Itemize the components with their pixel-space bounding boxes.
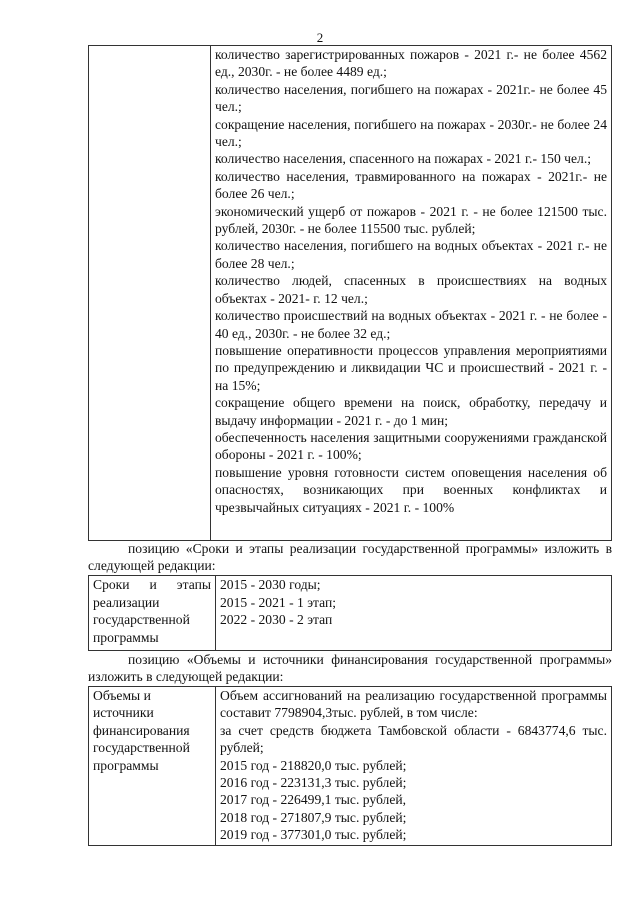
indicator-item: количество происшествий на водных объектах - 2021 г. - не более - 40 ед., 2030г. - не более 32 ед.; [215, 308, 607, 341]
terms-values-cell [216, 576, 612, 651]
indicator-item: сокращение населения, погибшего на пожарах - 2030г.- не более 24 чел.; [215, 116, 607, 150]
indicator-item: повышение оперативности процессов управления мероприятиями по предупреждению и ликвидации ЧС и происшествий - 2021 г. - на 15%; [215, 342, 607, 393]
funding-table [88, 686, 612, 846]
terms-table [88, 575, 612, 651]
terms-line: 2015 - 2021 - 1 этап; [220, 594, 337, 610]
indicator-item: количество зарегистрированных пожаров - 2021 г.- не более 4562 ед., 2030г. - не более 4489 ед.; [215, 47, 607, 80]
terms-line: 2022 - 2030 - 2 этап [220, 612, 333, 628]
page-number: 2 [316, 30, 324, 45]
funding-year: 2018 год - 271807,9 тыс. рублей; [220, 809, 407, 825]
indicator-item: количество населения, травмированного на пожарах - 2021г.- не более 26 чел.; [215, 168, 607, 202]
funding-values-cell [216, 687, 612, 846]
funding-year: 2017 год - 226499,1 тыс. рублей, [220, 792, 407, 808]
funding-total: Объем ассигнований на реализацию государственной программы составит 7798904,3тыс. рублей, в том числе: [220, 688, 607, 721]
funding-year: 2019 год - 377301,0 тыс. рублей; [220, 827, 407, 843]
intro-terms-paragraph: позицию «Сроки и этапы реализации государственной программы» изложить в следующей редакции: [88, 541, 612, 573]
intro-funding-paragraph: позицию «Объемы и источники финансирования государственной программы» изложить в следующей редакции: [88, 652, 612, 684]
targets-table [88, 45, 612, 541]
indicator-item: сокращение общего времени на поиск, обработку, передачу и выдачу информации - 2021 г. - до 1 мин; [215, 395, 607, 428]
targets-indicators-cell [211, 46, 612, 541]
indicator-item: повышение уровня готовности систем оповещения населения об опасностях, возникающих при военных конфликтах и чрезвычайных ситуациях - 2021 г. - 100% [215, 464, 607, 515]
targets-label-cell [89, 46, 211, 541]
indicator-item: количество населения, спасенного на пожарах - 2021 г.- 150 чел.; [215, 151, 591, 167]
indicator-item: количество населения, погибшего на пожарах - 2021г.- не более 45 чел.; [215, 81, 607, 115]
indicator-item: количество населения, погибшего на водных объектах - 2021 г.- не более 28 чел.; [215, 238, 607, 271]
indicator-item: экономический ущерб от пожаров - 2021 г. - не более 121500 тыс. рублей, 2030г. - не более 115500 тыс. рублей; [215, 203, 607, 237]
funding-year: 2015 год - 218820,0 тыс. рублей; [220, 757, 407, 773]
terms-line: 2015 - 2030 годы; [220, 577, 321, 592]
funding-regional: за счет средств бюджета Тамбовской области - 6843774,6 тыс. рублей; [220, 722, 607, 756]
funding-year: 2016 год - 223131,3 тыс. рублей; [220, 775, 407, 791]
funding-label: Объемы и источники финансирования государственной программы [89, 687, 216, 846]
indicator-item: обеспеченность населения защитными сооружениями гражданской обороны - 2021 г. - 100%; [215, 429, 607, 463]
indicator-item: количество людей, спасенных в происшествиях на водных объектах - 2021- г. 12 чел.; [215, 273, 607, 306]
terms-label: Сроки и этапы реализации государственной программы [89, 576, 216, 651]
